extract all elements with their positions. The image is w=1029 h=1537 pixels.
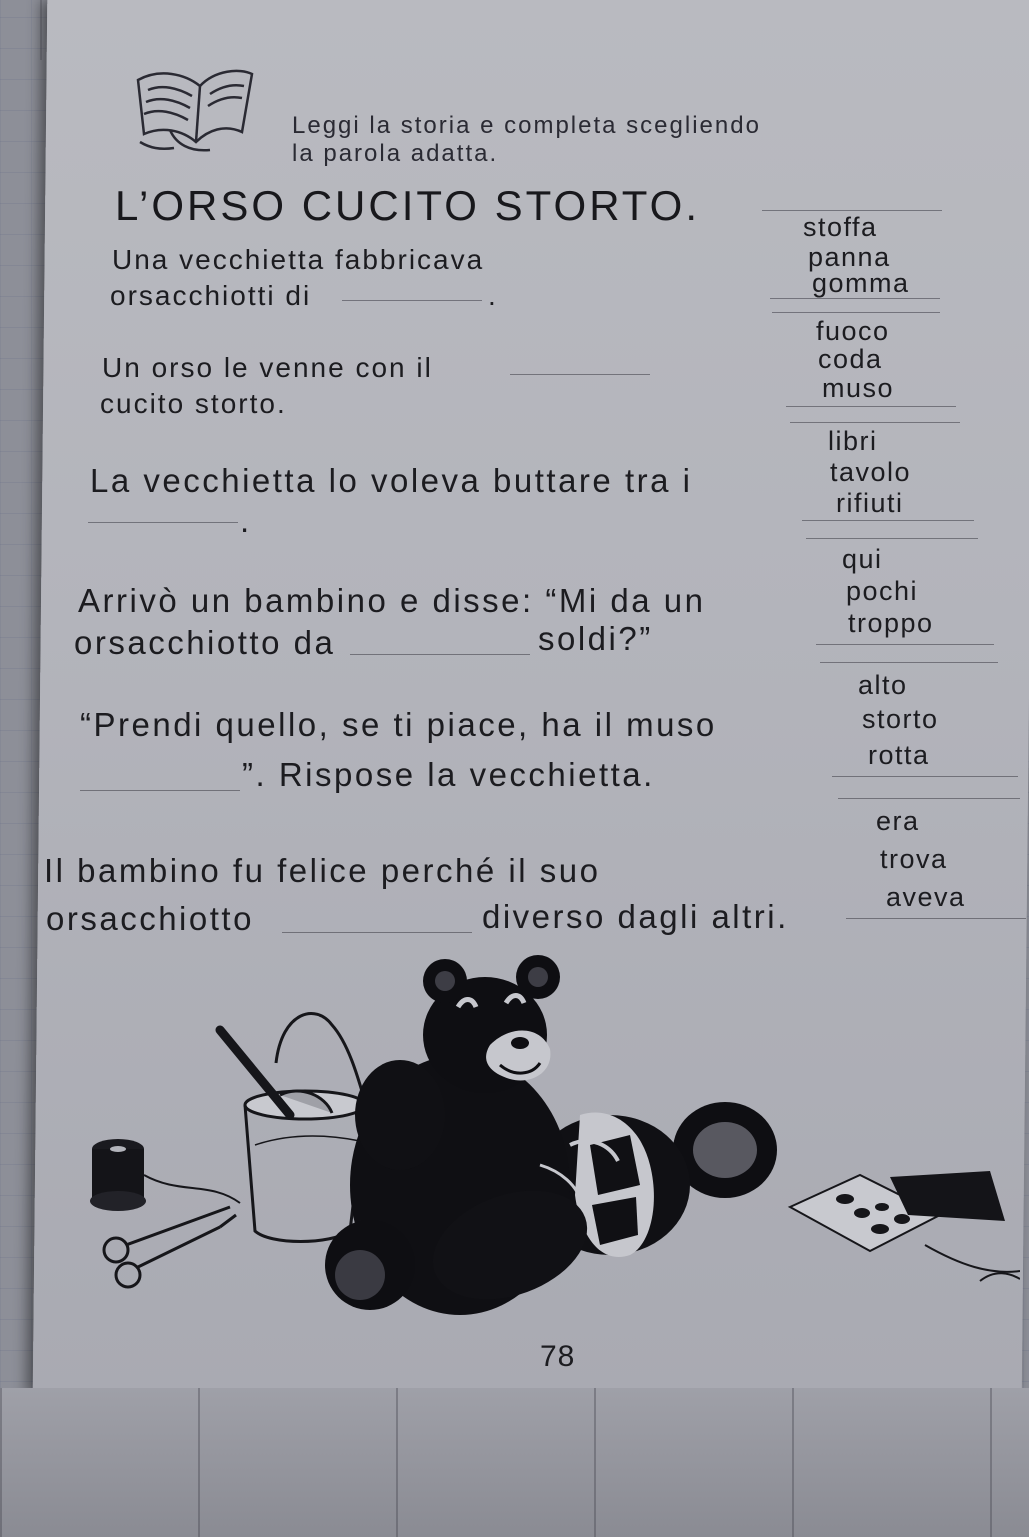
story-line-5b: ”. Rispose la vecchietta.: [242, 756, 655, 793]
options-divider: [802, 520, 974, 521]
answer-blank-2[interactable]: [510, 374, 650, 375]
story-line-3a: La vecchietta lo voleva buttare tra i: [90, 462, 693, 499]
thread-spool-icon: [90, 1139, 240, 1211]
teddy-bear-icon: [325, 955, 777, 1319]
answer-blank-6[interactable]: [282, 932, 472, 933]
story-line-6b: orsacchiotto: [46, 900, 254, 937]
story-line-6a: Il bambino fu felice perché il suo: [44, 852, 601, 889]
option-6-2[interactable]: trova: [880, 844, 948, 874]
option-6-1[interactable]: era: [876, 806, 920, 836]
scissors-icon: [104, 1207, 236, 1287]
option-4-3[interactable]: troppo: [848, 608, 934, 638]
option-4-2[interactable]: pochi: [846, 576, 919, 606]
option-6-3[interactable]: aveva: [886, 882, 966, 912]
buttons-fabric-icon: [790, 1171, 1020, 1281]
page-number: 78: [540, 1340, 576, 1373]
options-divider: [846, 918, 1026, 919]
story-line-2a: Un orso le venne con il: [102, 352, 433, 383]
story-line-5a: “Prendi quello, se ti piace, ha il muso: [80, 706, 717, 743]
options-divider: [762, 210, 942, 211]
options-divider: [770, 298, 940, 299]
book-icon: [130, 60, 260, 160]
story-line-1a: Una vecchietta fabbricava: [112, 244, 485, 275]
story-line-6c: diverso dagli altri.: [482, 898, 789, 935]
story-title: L’ORSO CUCITO STORTO.: [115, 182, 701, 229]
answer-blank-4[interactable]: [350, 654, 530, 655]
options-divider: [772, 312, 940, 313]
option-5-2[interactable]: storto: [862, 704, 939, 734]
options-divider: [790, 422, 960, 423]
option-2-2[interactable]: coda: [818, 344, 883, 374]
option-3-2[interactable]: tavolo: [830, 457, 912, 487]
story-dot-1: .: [488, 280, 498, 311]
options-divider: [820, 662, 998, 663]
story-line-1b: orsacchiotti di: [110, 280, 312, 311]
answer-blank-5[interactable]: [80, 790, 240, 791]
option-1-1[interactable]: stoffa: [803, 212, 878, 242]
instruction-line-1: Leggi la storia e completa scegliendo: [292, 112, 761, 139]
option-5-3[interactable]: rotta: [868, 740, 930, 770]
options-divider: [806, 538, 978, 539]
illustration: [70, 945, 1020, 1335]
bucket-icon: [220, 1014, 366, 1242]
answer-blank-3[interactable]: [88, 522, 238, 523]
option-3-1[interactable]: libri: [828, 426, 878, 456]
option-5-1[interactable]: alto: [858, 670, 908, 700]
option-1-2[interactable]: panna: [808, 242, 891, 272]
story-line-4a: Arrivò un bambino e disse: “Mi da un: [78, 582, 706, 619]
option-4-1[interactable]: qui: [842, 544, 883, 574]
option-1-3[interactable]: gomma: [812, 268, 910, 298]
options-divider: [838, 798, 1020, 799]
option-3-3[interactable]: rifiuti: [836, 488, 904, 518]
story-dot-3: .: [240, 502, 252, 539]
options-divider: [832, 776, 1018, 777]
story-line-4c: soldi?”: [538, 620, 653, 657]
options-divider: [786, 406, 956, 407]
story-line-4b: orsacchiotto da: [74, 624, 336, 661]
option-2-3[interactable]: muso: [822, 373, 895, 403]
answer-blank-1[interactable]: [342, 300, 482, 301]
story-line-2b: cucito storto.: [100, 388, 287, 419]
instruction-line-2: la parola adatta.: [292, 140, 499, 167]
option-2-1[interactable]: fuoco: [816, 316, 890, 346]
options-divider: [816, 644, 994, 645]
